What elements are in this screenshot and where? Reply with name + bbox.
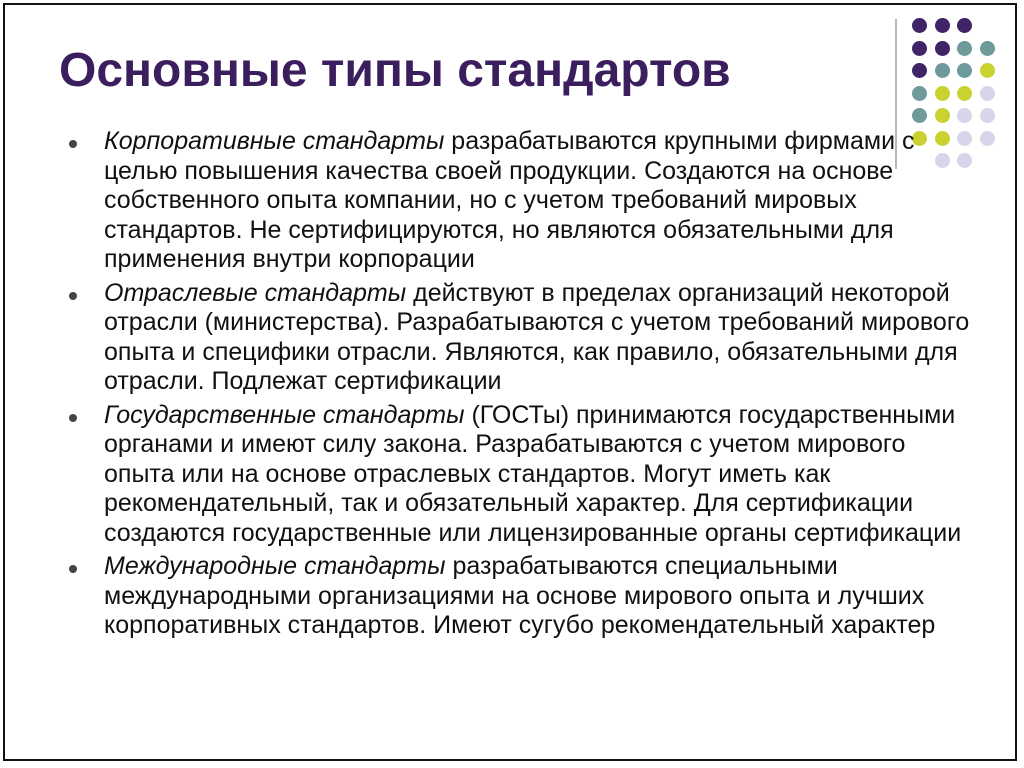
decorative-dot: [935, 41, 950, 56]
decorative-dot: [935, 18, 950, 33]
bullet-item: [67, 552, 977, 641]
decorative-dot: [957, 63, 972, 78]
decorative-dot: [957, 108, 972, 123]
slide-title: Основные типы стандартов: [59, 44, 731, 97]
bullet-list: [67, 127, 977, 645]
bullet-term: Корпоративные стандарты: [104, 127, 445, 155]
decorative-dot: [957, 41, 972, 56]
decorative-dot: [957, 86, 972, 101]
decorative-dot: [935, 108, 950, 123]
bullet-item: [67, 401, 977, 549]
decorative-dot: [980, 86, 995, 101]
decorative-dot: [912, 63, 927, 78]
decorative-dot: [912, 108, 927, 123]
decorative-dot: [935, 63, 950, 78]
decorative-dot: [980, 108, 995, 123]
decorative-dot: [912, 86, 927, 101]
decorative-dot: [980, 63, 995, 78]
bullet-text: разрабатываются крупными фирмами с целью повышения качества своей продукции. Создаются на основе собственного опыта компании, но с учетом требований мировых стандартов. Не сертифицируются, но являются обязательными для применения внутри корпорации: [104, 127, 915, 273]
bullet-item: [67, 127, 977, 275]
slide: [3, 3, 1017, 761]
decorative-dot: [935, 86, 950, 101]
bullet-dot-icon: [69, 292, 77, 300]
bullet-dot-icon: [69, 565, 77, 573]
bullet-term: Международные стандарты: [104, 552, 446, 580]
bullet-item: [67, 279, 977, 397]
decorative-dot: [912, 41, 927, 56]
decorative-dot: [957, 18, 972, 33]
decorative-dot: [912, 18, 927, 33]
bullet-text: разрабатываются специальными международными организациями на основе мирового опыта и лучших корпоративных стандартов. Имеют сугубо рекомендательный характер: [104, 552, 936, 639]
bullet-text: (ГОСТы) принимаются государственными органами и имеют силу закона. Разрабатываются с учетом мирового опыта или на основе отраслевых стандартов. Могут иметь как рекомендательный, так и обязательный характер. Для сертификации создаются государственные или лицензированные органы сертификации: [104, 400, 962, 547]
bullet-term: Отраслевые стандарты: [104, 278, 407, 307]
bullet-text: действуют в пределах организаций некоторой отрасли (министерства). Разрабатываются с учетом требований мирового опыта и специфики отрасли. Являются, как правило, обязательными для отрасли. Подлежат сертификации: [104, 278, 970, 395]
decorative-dot: [980, 41, 995, 56]
decorative-dot: [980, 131, 995, 146]
bullet-dot-icon: [69, 140, 77, 148]
bullet-dot-icon: [69, 414, 77, 422]
bullet-term: Государственные стандарты: [104, 400, 465, 429]
